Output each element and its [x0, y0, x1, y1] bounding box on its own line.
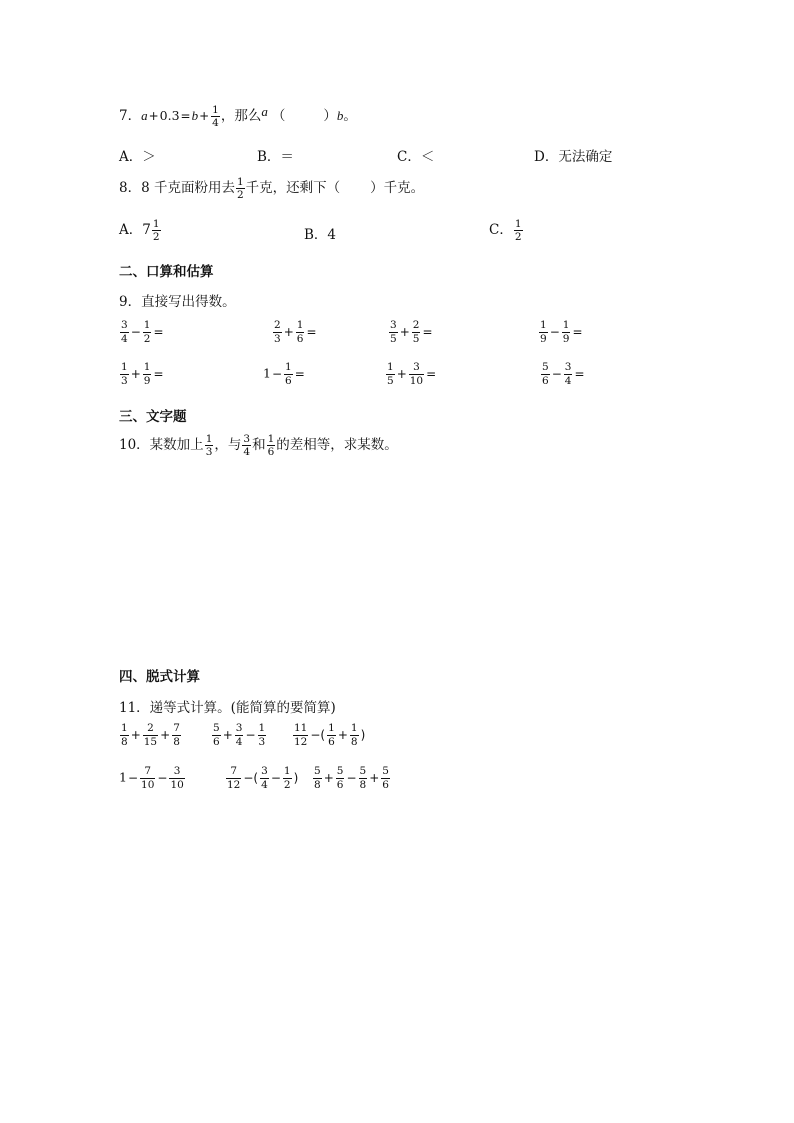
- section-heading: 四、脱式计算: [119, 669, 200, 685]
- fraction: [389, 320, 398, 344]
- numerator: 1: [152, 217, 160, 230]
- fraction: [273, 320, 282, 344]
- operator: +: [160, 727, 171, 742]
- numerator: 1: [296, 319, 304, 331]
- operator: =: [153, 324, 164, 339]
- plus-sign: +: [199, 109, 210, 123]
- denominator: 4: [261, 778, 268, 791]
- numerator: 5: [336, 765, 344, 777]
- q7-option-b[interactable]: B．＝: [257, 149, 294, 165]
- denominator: 3: [205, 446, 213, 458]
- numerator: 3: [261, 765, 268, 777]
- numerator: 1: [514, 217, 522, 230]
- period: 。: [343, 108, 357, 124]
- operator: ): [293, 770, 299, 785]
- q10-text: 10．某数加上: [119, 437, 204, 453]
- operator: −: [157, 770, 168, 785]
- operator: ): [360, 727, 366, 742]
- numerator: 1: [540, 319, 547, 331]
- denominator: 4: [235, 735, 243, 748]
- numerator: 5: [542, 361, 549, 373]
- q10-text: ，与: [214, 437, 242, 453]
- operator: +: [399, 324, 410, 339]
- q9-prompt: 9．直接写出得数。: [119, 294, 236, 310]
- constant: 0.3: [159, 108, 180, 123]
- fraction: [296, 320, 305, 344]
- numerator: 1: [212, 103, 219, 116]
- numerator: 1: [205, 432, 213, 445]
- operator: −(: [243, 770, 259, 785]
- operator: +: [396, 366, 407, 381]
- numerator: 1: [121, 361, 128, 373]
- fraction: [381, 766, 390, 790]
- q10-line: [119, 433, 398, 458]
- denominator: 10: [409, 374, 424, 387]
- q9-item[interactable]: [119, 320, 165, 344]
- operator: +: [337, 727, 348, 742]
- numerator: 2: [274, 319, 281, 331]
- numerator: 5: [213, 722, 220, 734]
- fraction: [143, 320, 152, 344]
- denominator: 2: [514, 231, 522, 243]
- numerator: 1: [258, 722, 266, 734]
- fraction: [212, 723, 221, 747]
- denominator: 4: [121, 332, 128, 345]
- numerator: 1: [283, 765, 291, 777]
- var-a: a: [141, 108, 148, 123]
- numerator: 1: [285, 361, 292, 373]
- fraction: [293, 723, 308, 747]
- fraction: [205, 434, 214, 458]
- denominator: 4: [212, 117, 219, 129]
- q10-text: 的差相等，求某数。: [276, 437, 398, 453]
- fraction: [539, 320, 548, 344]
- numerator: 3: [564, 361, 572, 373]
- fraction: [359, 766, 368, 790]
- numerator: 3: [413, 361, 420, 373]
- answer-paren-open: （: [271, 108, 286, 124]
- fraction: [541, 362, 550, 386]
- q7-option-c[interactable]: C．＜: [397, 149, 435, 165]
- fraction: [236, 177, 245, 201]
- q8-text: ）千克。: [370, 180, 425, 196]
- q11-expression[interactable]: [225, 766, 299, 790]
- q8-option-a[interactable]: [119, 218, 162, 243]
- numerator: 11: [294, 722, 308, 734]
- numerator: 3: [235, 722, 243, 734]
- fraction: [409, 362, 424, 386]
- denominator: 2: [283, 778, 291, 791]
- operator: −: [270, 770, 281, 785]
- q9-item[interactable]: [388, 320, 434, 344]
- denominator: 6: [213, 735, 220, 748]
- operator: −: [346, 770, 357, 785]
- denominator: 5: [390, 332, 397, 345]
- q11-expression[interactable]: [119, 723, 182, 747]
- denominator: 2: [236, 189, 244, 201]
- numerator: 5: [382, 765, 389, 777]
- operator: =: [306, 324, 317, 339]
- fraction: [562, 320, 571, 344]
- q11-expression[interactable]: [119, 766, 186, 790]
- operator: −(: [310, 727, 326, 742]
- denominator: 2: [152, 231, 160, 243]
- var-b: b: [336, 108, 344, 123]
- fraction: [284, 362, 293, 386]
- denominator: 10: [170, 778, 184, 791]
- operator: −: [549, 324, 560, 339]
- fraction: [172, 723, 181, 747]
- q7-text: ，那么: [220, 108, 262, 124]
- fraction: [313, 766, 322, 790]
- fraction: [143, 723, 158, 747]
- q11-expression[interactable]: [211, 723, 267, 747]
- fraction: [258, 723, 267, 747]
- denominator: 6: [336, 778, 344, 791]
- fraction: [140, 766, 155, 790]
- numerator: 1: [328, 722, 335, 734]
- denominator: 6: [542, 374, 549, 387]
- denominator: 8: [173, 735, 180, 748]
- numerator: 7: [144, 765, 152, 777]
- numerator: 1: [236, 175, 244, 188]
- denominator: 9: [540, 332, 547, 345]
- q8-text: 8．8 千克面粉用去: [119, 180, 235, 196]
- q10-text: 和: [252, 437, 266, 453]
- denominator: 9: [562, 332, 570, 345]
- operator: −: [245, 727, 256, 742]
- fraction: [169, 766, 184, 790]
- denominator: 6: [382, 778, 389, 791]
- q11-prompt: 11．递等式计算。(能简算的要简算): [119, 700, 336, 716]
- operator: =: [572, 324, 583, 339]
- q9-item[interactable]: [385, 362, 437, 386]
- denominator: 8: [121, 735, 128, 748]
- numerator: 7: [230, 765, 238, 777]
- numerator: 1: [267, 432, 275, 445]
- operator: +: [323, 770, 334, 785]
- fraction: [327, 723, 336, 747]
- numerator: 1: [350, 722, 358, 734]
- operator: +: [369, 770, 380, 785]
- answer-paren-close: ）: [323, 108, 337, 124]
- numerator: 5: [359, 765, 367, 777]
- denominator: 2: [143, 332, 151, 345]
- operator: =: [422, 324, 433, 339]
- operator: =: [574, 366, 585, 381]
- var-b: b: [191, 108, 199, 123]
- q8-line: [119, 176, 424, 201]
- q8-option-c[interactable]: [489, 218, 524, 243]
- q11-expression[interactable]: [312, 766, 391, 790]
- fraction: [336, 766, 345, 790]
- q11-expression[interactable]: [292, 723, 366, 747]
- q9-item[interactable]: [263, 362, 306, 386]
- q7-option-a[interactable]: A．＞: [119, 149, 156, 165]
- operator: =: [426, 366, 437, 381]
- operator: −: [130, 324, 141, 339]
- operator: +: [130, 366, 141, 381]
- numerator: 2: [412, 319, 420, 331]
- denominator: 6: [285, 374, 292, 387]
- operator: −: [271, 366, 283, 381]
- fraction: [267, 434, 276, 458]
- q9-item[interactable]: [538, 320, 584, 344]
- denominator: 3: [274, 332, 281, 345]
- fraction: [514, 219, 523, 243]
- q9-item[interactable]: [540, 362, 586, 386]
- fraction: [564, 362, 573, 386]
- numerator: 3: [390, 319, 397, 331]
- fraction: [120, 362, 129, 386]
- fraction: [120, 723, 129, 747]
- fraction: [386, 362, 395, 386]
- denominator: 5: [412, 332, 420, 345]
- denominator: 8: [350, 735, 358, 748]
- operator: −: [127, 770, 139, 785]
- operator: +: [130, 727, 141, 742]
- fraction: [260, 766, 269, 790]
- denominator: 8: [314, 778, 321, 791]
- q8-option-b[interactable]: B．4: [304, 227, 337, 243]
- operator: +: [283, 324, 294, 339]
- numerator: 1: [143, 319, 151, 331]
- numerator: 2: [147, 722, 154, 734]
- q7-option-d[interactable]: D．无法确定: [534, 149, 613, 165]
- plus-sign: +: [148, 109, 159, 123]
- numerator: 7: [173, 722, 180, 734]
- denominator: 12: [294, 735, 308, 748]
- denominator: 3: [121, 374, 128, 387]
- denominator: 4: [564, 374, 572, 387]
- option-label: C．: [489, 222, 513, 238]
- section-heading: 二、口算和估算: [119, 264, 214, 280]
- fraction: [143, 362, 152, 386]
- q7-line: [119, 104, 357, 129]
- denominator: 6: [328, 735, 335, 748]
- fraction: [283, 766, 292, 790]
- fraction: [152, 219, 161, 243]
- fraction: [120, 320, 129, 344]
- q8-text: 千克，还剩下（: [245, 180, 341, 196]
- numerator: 1: [387, 361, 394, 373]
- section-heading: 三、文字题: [119, 409, 187, 425]
- denominator: 15: [143, 735, 158, 748]
- text: 1: [263, 365, 271, 381]
- equals-sign: =: [180, 109, 191, 123]
- denominator: 3: [258, 735, 266, 748]
- operator: −: [551, 366, 562, 381]
- denominator: 6: [296, 332, 304, 345]
- var-a: a: [261, 104, 268, 119]
- fraction: [412, 320, 421, 344]
- q9-item[interactable]: [119, 362, 165, 386]
- denominator: 5: [387, 374, 394, 387]
- denominator: 6: [267, 446, 275, 458]
- fraction: [211, 105, 220, 129]
- denominator: 12: [227, 778, 241, 791]
- q9-item[interactable]: [272, 320, 318, 344]
- numerator: 5: [314, 765, 321, 777]
- operator: =: [153, 366, 164, 381]
- fraction: [226, 766, 241, 790]
- operator: =: [294, 366, 305, 381]
- fraction: [242, 434, 251, 458]
- numerator: 1: [562, 319, 570, 331]
- numerator: 3: [243, 432, 251, 445]
- denominator: 9: [143, 374, 151, 387]
- q7-number: 7．: [119, 108, 142, 124]
- denominator: 10: [141, 778, 155, 791]
- numerator: 3: [121, 319, 128, 331]
- text: 1: [119, 769, 127, 785]
- fraction: [350, 723, 359, 747]
- operator: +: [222, 727, 233, 742]
- numerator: 3: [173, 765, 181, 777]
- denominator: 4: [243, 446, 251, 458]
- numerator: 1: [121, 722, 128, 734]
- fraction: [235, 723, 244, 747]
- numerator: 1: [143, 361, 151, 373]
- denominator: 8: [359, 778, 367, 791]
- option-label: A．7: [119, 222, 151, 238]
